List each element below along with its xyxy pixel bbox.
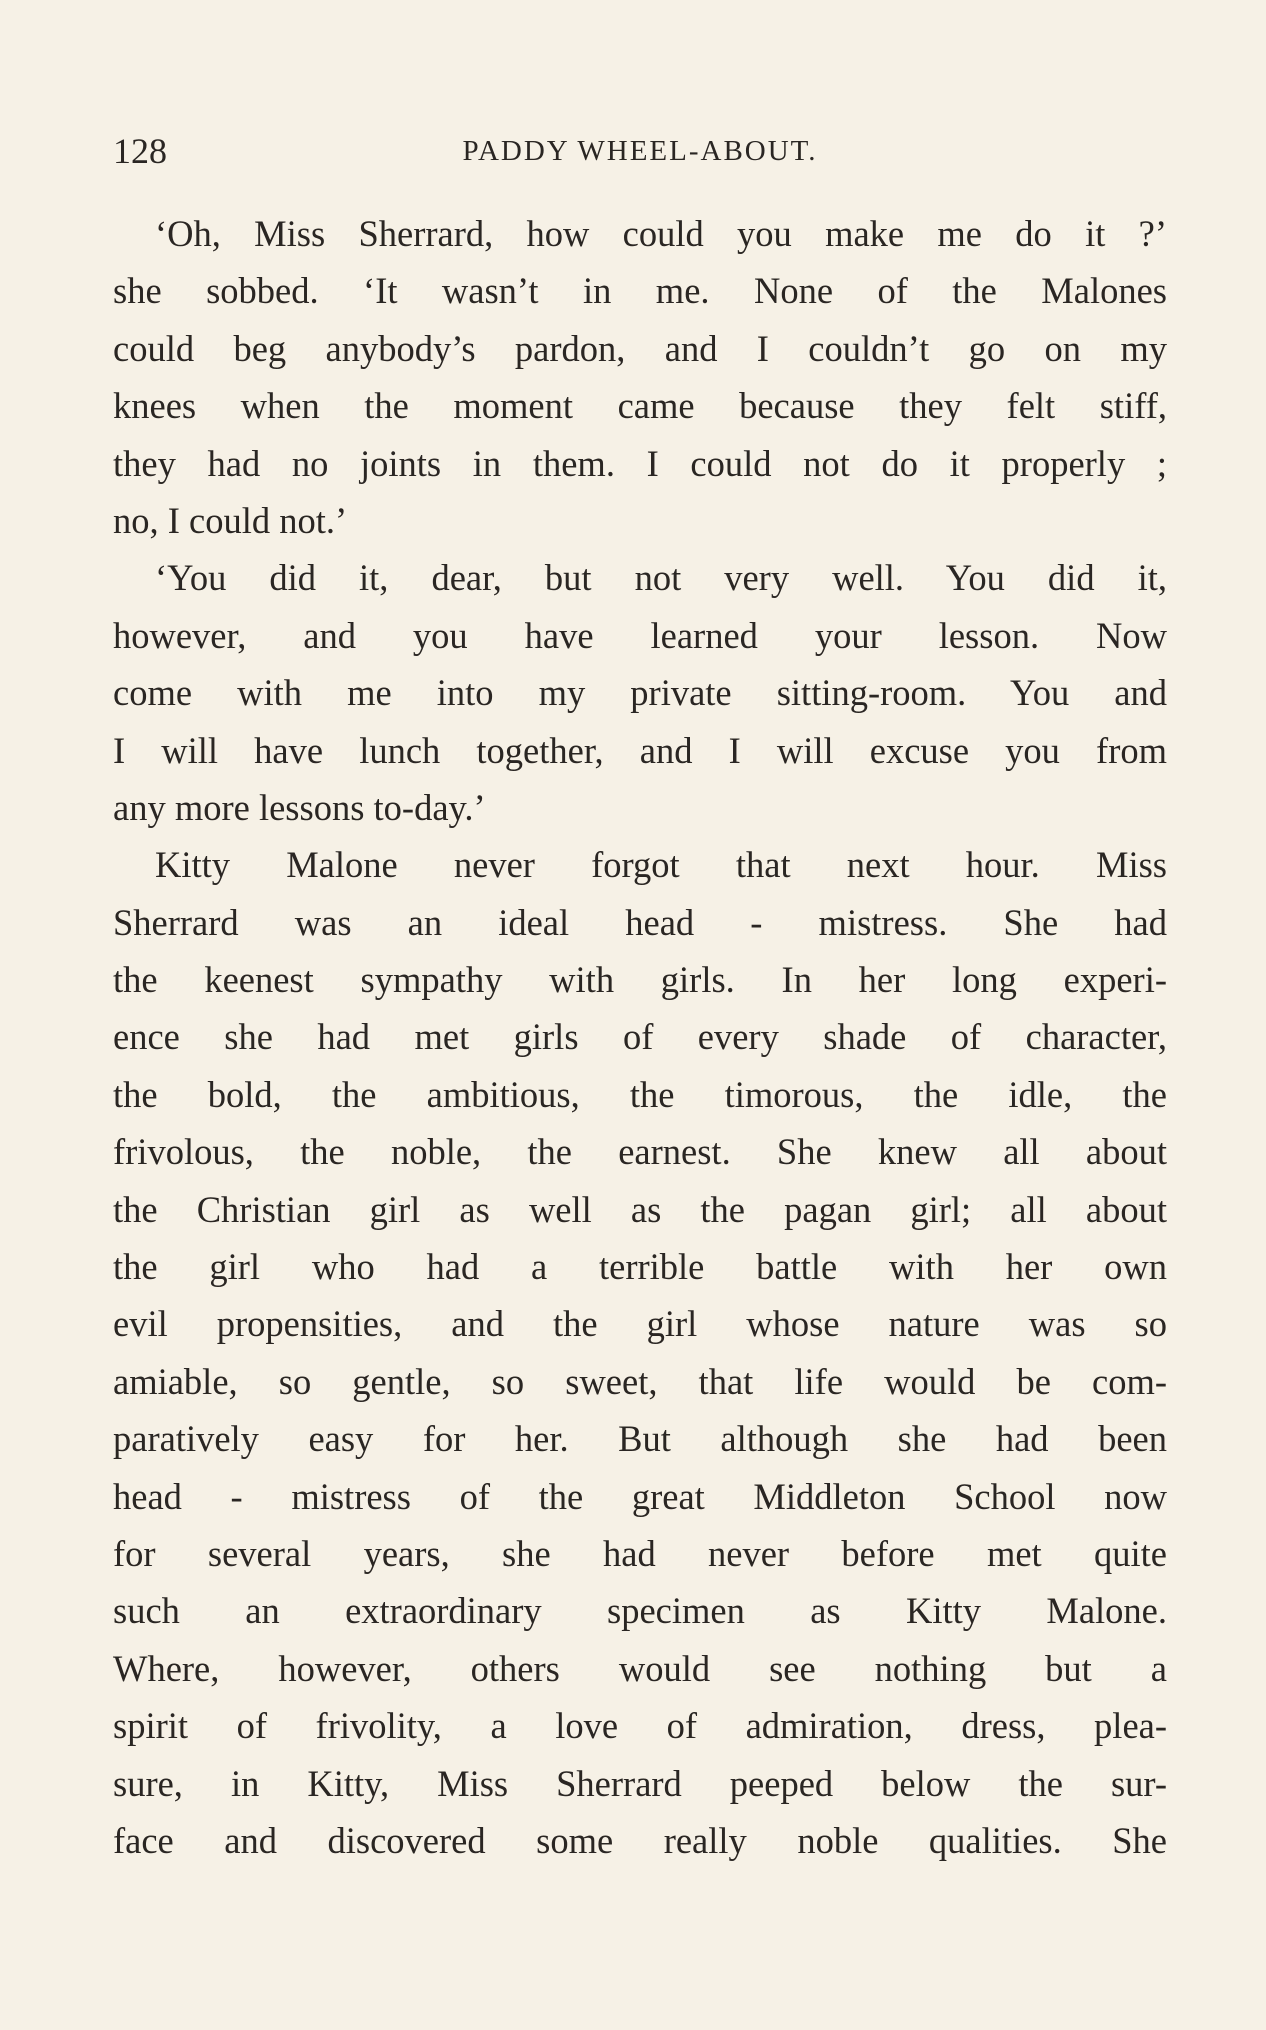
text-line: Sherrard was an ideal head - mistress. She had (113, 901, 1167, 943)
text-line: for several years, she had never before met quite (113, 1532, 1167, 1574)
text-line: the girl who had a terrible battle with her own (113, 1246, 1167, 1288)
text-line: amiable, so gentle, so sweet, that life would be com- (113, 1360, 1167, 1402)
paragraph-2 (113, 549, 1167, 836)
text-line: any more lessons to-day.’ (113, 786, 486, 828)
text-line: I will have lunch together, and I will excuse you from (113, 729, 1167, 771)
text-line: the Christian girl as well as the pagan girl; all about (113, 1188, 1167, 1230)
text-line: the bold, the ambitious, the timorous, the idle, the (113, 1073, 1167, 1115)
paragraph-3 (113, 836, 1167, 1869)
text-line: evil propensities, and the girl whose nature was so (113, 1303, 1167, 1345)
text-line: Kitty Malone never forgot that next hour. Miss (155, 844, 1167, 886)
text-line: however, and you have learned your lesson. Now (113, 614, 1167, 656)
text-line: face and discovered some really noble qualities. She (113, 1819, 1167, 1861)
text-line: ence she had met girls of every shade of character, (113, 1016, 1167, 1058)
running-title: PADDY WHEEL-ABOUT. (462, 135, 818, 167)
text-line: sure, in Kitty, Miss Sherrard peeped below the sur- (113, 1762, 1167, 1804)
text-line: come with me into my private sitting-room. You and (113, 672, 1167, 714)
text-line: frivolous, the noble, the earnest. She knew all about (113, 1131, 1167, 1173)
text-line: the keenest sympathy with girls. In her long experi- (113, 959, 1167, 1001)
text-line: ‘You did it, dear, but not very well. You did it, (155, 557, 1167, 599)
text-line: could beg anybody’s pardon, and I couldn’t go on my (113, 327, 1167, 369)
text-line: she sobbed. ‘It wasn’t in me. None of the Malones (113, 270, 1167, 312)
text-line: ‘Oh, Miss Sherrard, how could you make me do it ?’ (155, 213, 1167, 254)
text-line: no, I could not.’ (113, 499, 348, 541)
body-text (113, 205, 1167, 1869)
text-line: spirit of frivolity, a love of admiration, dress, plea- (113, 1705, 1167, 1747)
text-line: such an extraordinary specimen as Kitty Malone. (113, 1590, 1167, 1632)
text-line: knees when the moment came because they felt stiff, (113, 385, 1167, 427)
text-line: Where, however, others would see nothing but a (113, 1647, 1167, 1689)
text-line: they had no joints in them. I could not do it properly ; (113, 442, 1167, 484)
page-number: 128 (113, 131, 167, 171)
running-head (113, 126, 1167, 176)
paragraph-1 (113, 205, 1167, 549)
text-line: paratively easy for her. But although she had been (113, 1418, 1167, 1460)
text-line: head - mistress of the great Middleton School now (113, 1475, 1167, 1517)
